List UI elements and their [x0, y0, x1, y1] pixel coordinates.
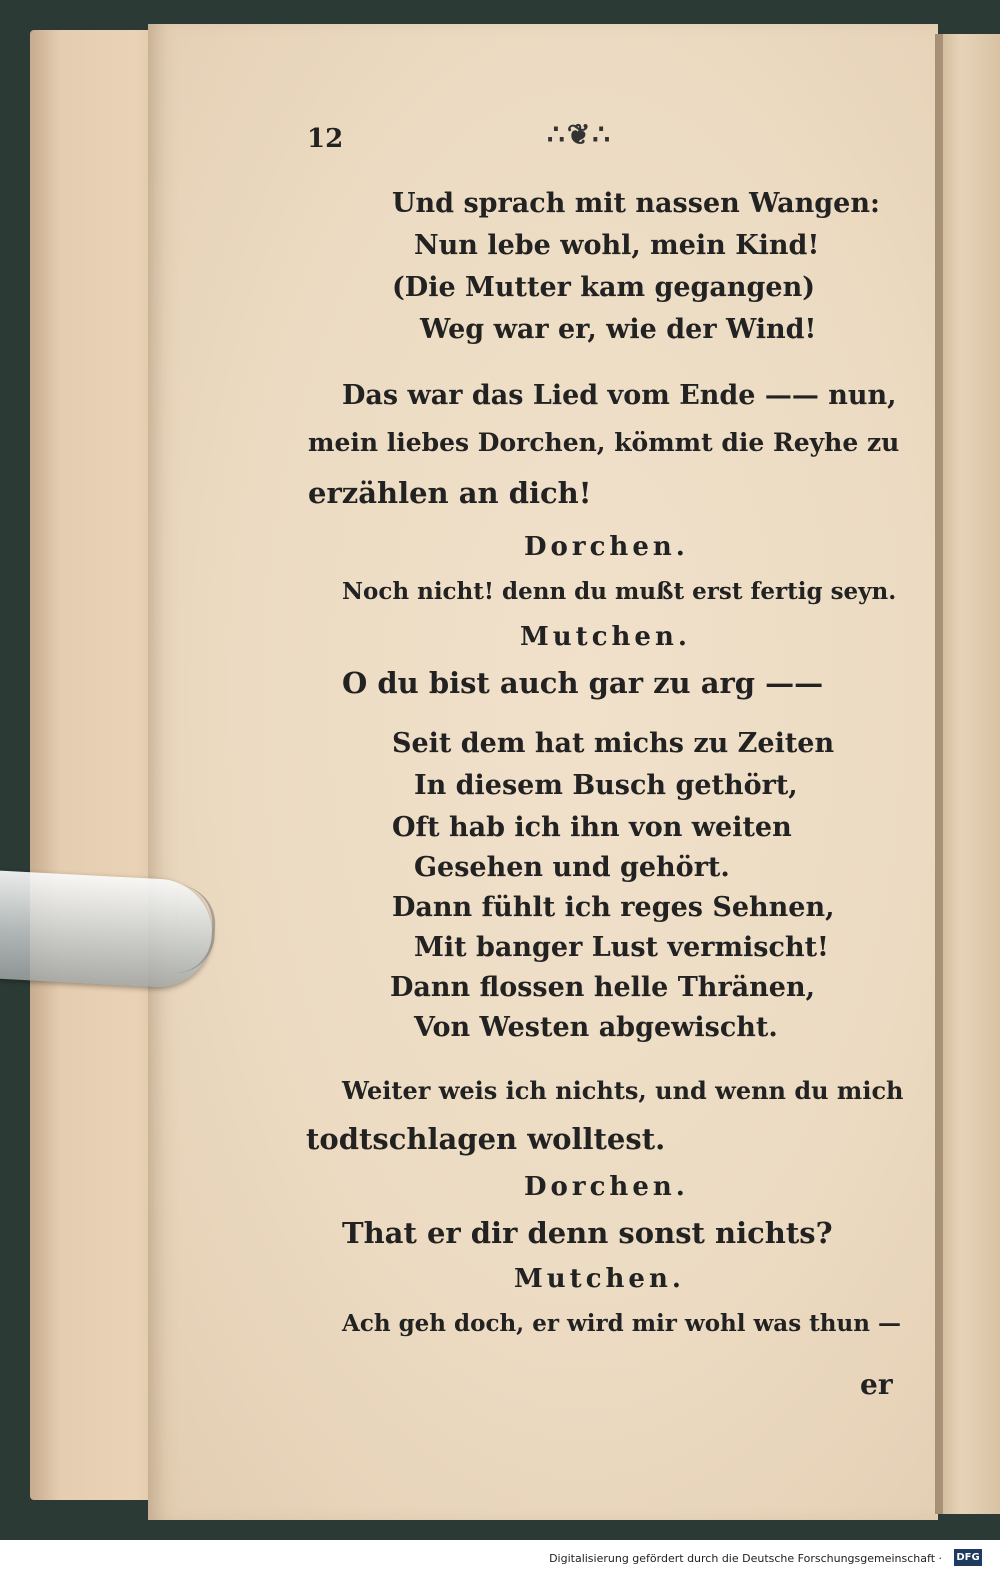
- speaker-name: Mutchen.: [520, 622, 691, 652]
- text-line: Seit dem hat michs zu Zeiten: [392, 728, 835, 759]
- text-line: O du bist auch gar zu arg ——: [342, 666, 824, 700]
- text-line: Dann fühlt ich reges Sehnen,: [392, 892, 835, 923]
- text-line: Weg war er, wie der Wind!: [420, 314, 817, 345]
- text-line: That er dir denn sonst nichts?: [342, 1216, 833, 1250]
- text-line: todtschlagen wolltest.: [306, 1122, 666, 1156]
- speaker-name: Mutchen.: [514, 1264, 685, 1294]
- text-line: Ach geh doch, er wird mir wohl was thun —: [342, 1310, 901, 1337]
- catchword: er: [860, 1368, 893, 1401]
- dfg-logo-icon: DFG: [954, 1549, 982, 1566]
- header-ornament-icon: ∴❦∴: [547, 118, 613, 151]
- text-line: (Die Mutter kam gegangen): [392, 272, 815, 303]
- text-line: Mit banger Lust vermischt!: [414, 932, 829, 963]
- text-line: Nun lebe wohl, mein Kind!: [414, 230, 820, 261]
- footer-credit: Digitalisierung gefördert durch die Deutsche Forschungsgemeinschaft ·: [549, 1552, 942, 1565]
- text-line: Weiter weis ich nichts, und wenn du mich: [342, 1076, 904, 1105]
- text-line: Noch nicht! denn du mußt erst fertig seyn.: [342, 578, 897, 605]
- speaker-name: Dorchen.: [524, 1172, 689, 1202]
- text-line: In diesem Busch gethört,: [414, 770, 798, 801]
- page-number: 12: [307, 124, 344, 154]
- right-page-edge: [935, 34, 1000, 1514]
- text-line: Dann flossen helle Thränen,: [390, 972, 815, 1003]
- text-line: Von Westen abgewischt.: [414, 1012, 778, 1043]
- text-line: Oft hab ich ihn von weiten: [392, 812, 792, 843]
- text-line: Gesehen und gehört.: [414, 852, 730, 883]
- text-line: erzählen an dich!: [308, 476, 592, 510]
- text-line: Das war das Lied vom Ende —— nun,: [342, 380, 897, 411]
- speaker-name: Dorchen.: [524, 532, 689, 562]
- text-line: Und sprach mit nassen Wangen:: [392, 188, 880, 219]
- text-line: mein liebes Dorchen, kömmt die Reyhe zu: [308, 428, 900, 457]
